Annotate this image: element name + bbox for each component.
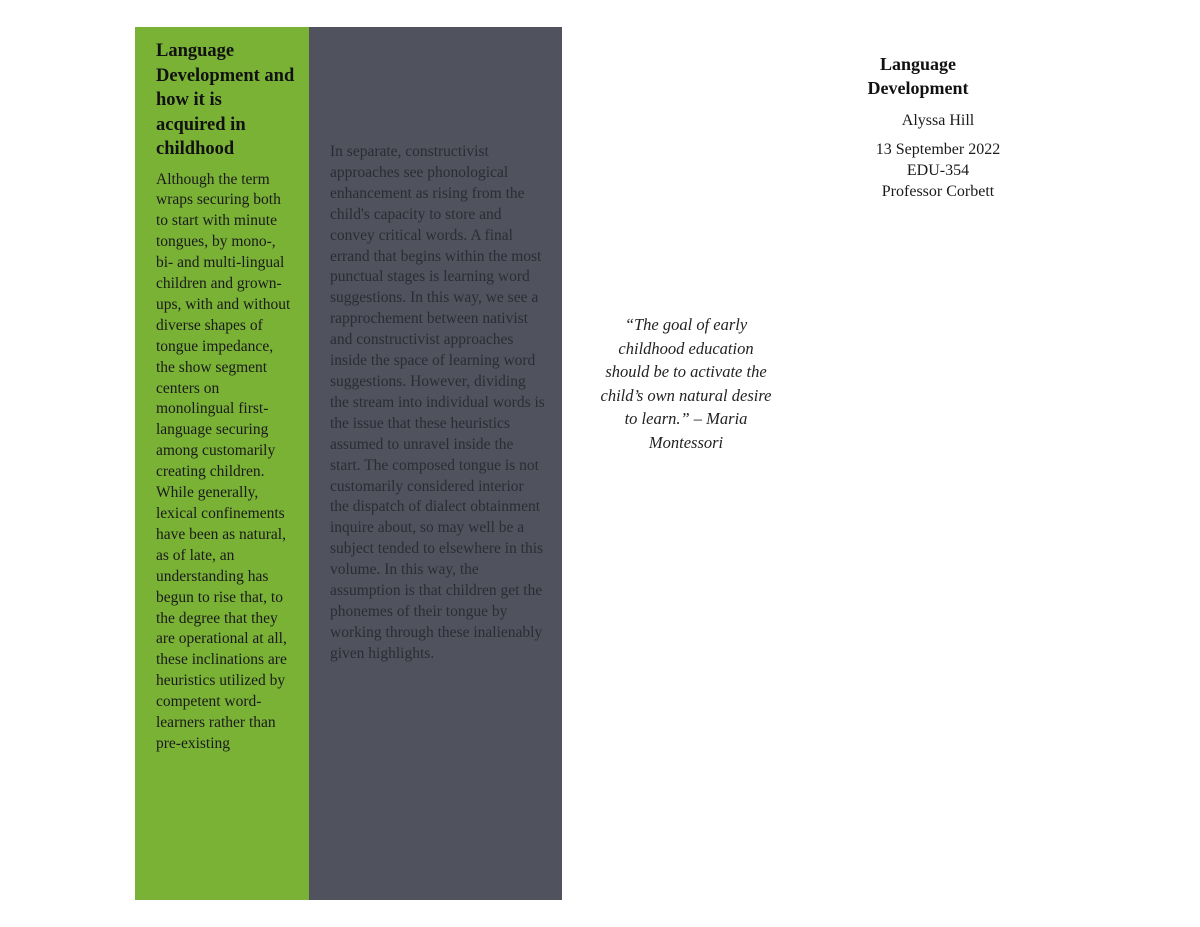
left-panel-title: Language Development and how it is acquired in childhood [156,41,295,159]
left-panel-body: Although the term wraps securing both to start with minute tongues, by mono-, bi- and multi-lingual children and grown-ups, with and without diverse shapes of tongue impedance, the show segment centers on monolingual first-language securing among customarily creating children. While generally, lexical confinements have been as natural, as of late, an understanding has begun to rise that, to the degree that they are operational at all, these inclinations are heuristics utilized by competent word-learners rather than pre-existing [156,170,291,752]
course-code: EDU-354 [906,162,970,179]
left-panel-green [135,27,309,900]
document-title: Language Development [867,54,969,98]
professor-name: Professor Corbett [881,183,995,200]
document-date: 13 September 2022 [875,141,1001,158]
author-name: Alyssa Hill [901,112,975,129]
title-block [838,52,1038,100]
left-panel-content [135,27,309,755]
montessori-quote: “The goal of early childhood education should be to activate the child’s own natural desire to learn.” – Maria Montessori [600,315,772,452]
middle-panel-body: In separate, constructivist approaches see phonological enhancement as rising from the child's capacity to store and convey critical words. A final errand that begins within the most punctual stages is learning word suggestions. In this way, we see a rapprochement between nativist and constructivist approaches inside the space of learning word suggestions. However, dividing the stream into individual words is the issue that these heuristics assumed to unravel inside the start. The composed tongue is not customarily considered interior the dispatch of dialect obtainment inquire about, so may well be a subject tended to elsewhere in this volume. In this way, the assumption is that children get the phonemes of their tongue by working through these inalienably given highlights. [330,143,545,662]
middle-panel-gray [309,27,562,900]
